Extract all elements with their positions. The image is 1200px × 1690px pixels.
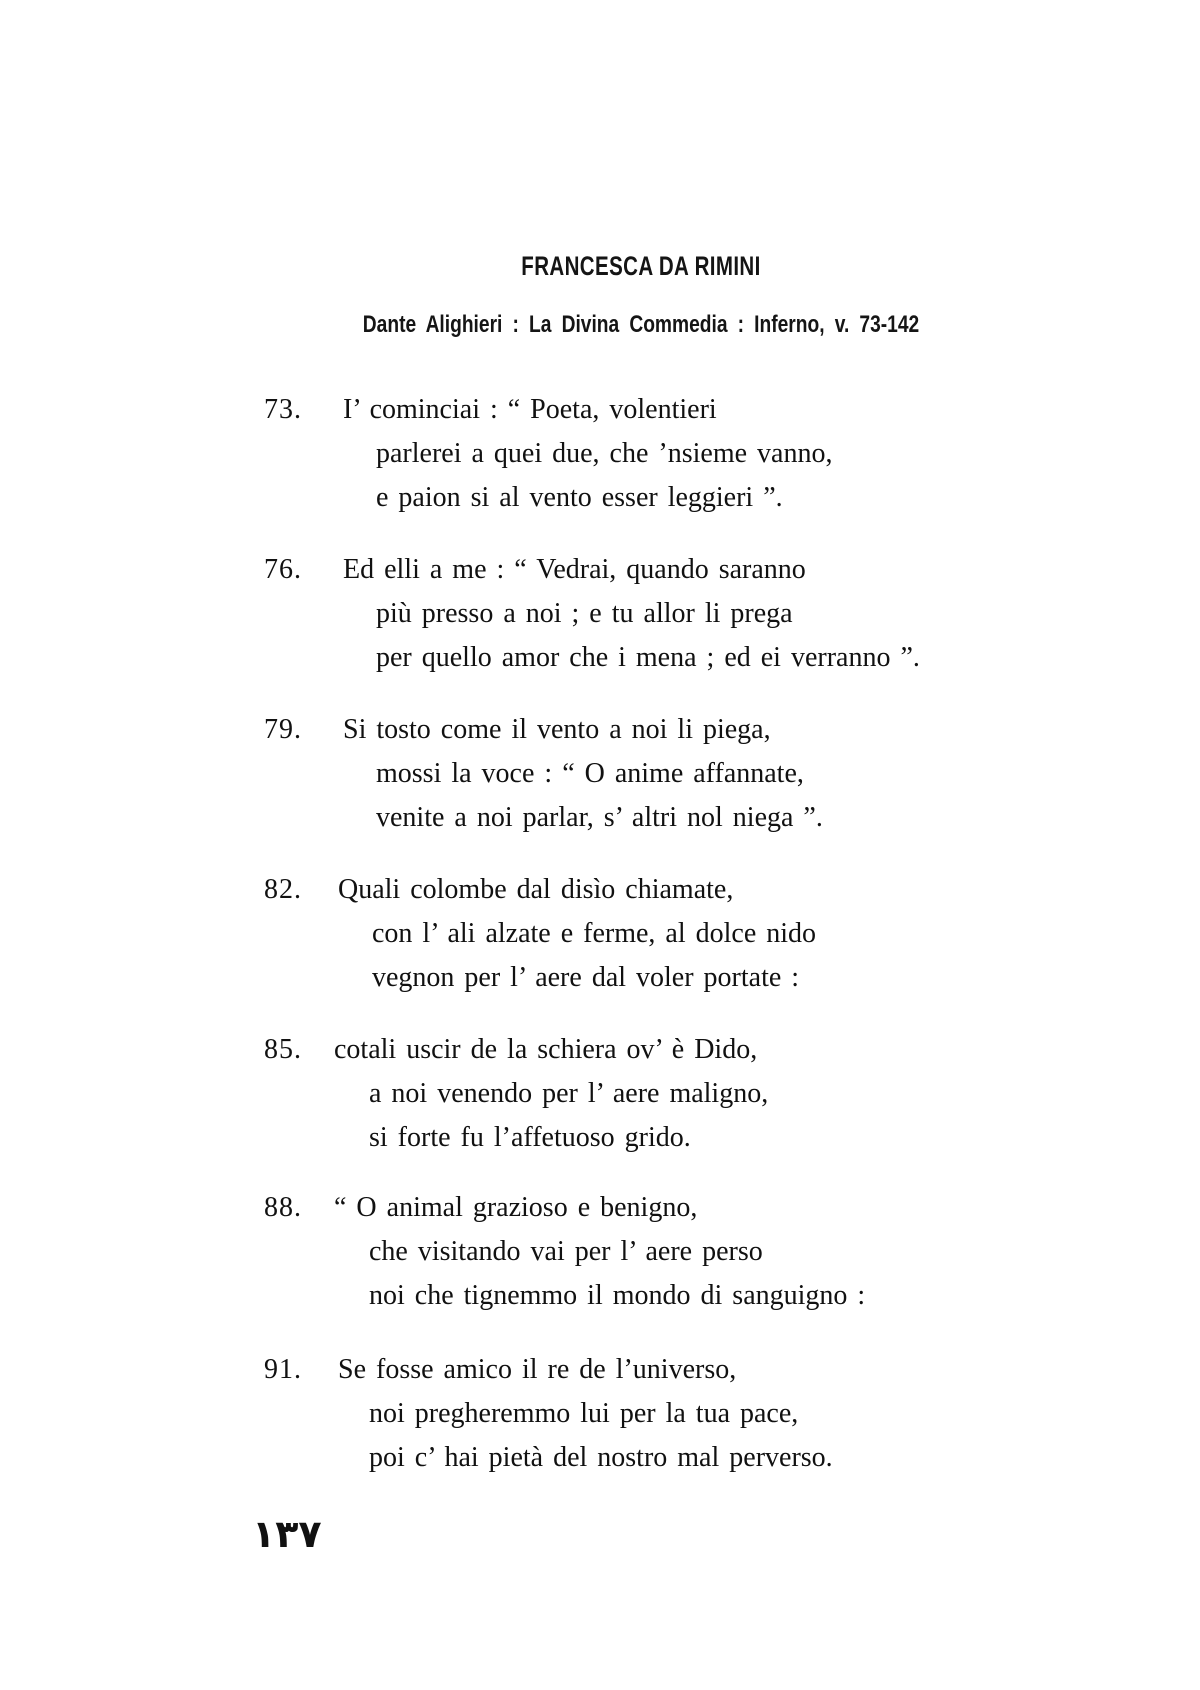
verse-line: cotali uscir de la schiera ov’ è Dido, — [334, 1034, 758, 1065]
verse-line: per quello amor che i mena ; ed ei verranno ”. — [376, 642, 920, 673]
verse-line: Ed elli a me : “ Vedrai, quando saranno — [343, 554, 806, 585]
verse-line: si forte fu l’affetuoso grido. — [369, 1122, 691, 1153]
verse-line: che visitando vai per l’ aere perso — [369, 1236, 763, 1267]
stanza — [0, 1192, 1200, 1316]
title-container — [484, 251, 799, 282]
stanza — [0, 874, 1200, 998]
verse-line: I’ cominciai : “ Poeta, volentieri — [343, 394, 717, 425]
verse-line: con l’ ali alzate e ferme, al dolce nido — [372, 918, 817, 949]
page-number: ١٣٧ — [252, 1512, 322, 1556]
stanza — [0, 554, 1200, 678]
verse-line: a noi venendo per l’ aere maligno, — [369, 1078, 769, 1109]
verse-number: 76. — [264, 554, 302, 585]
verse-line: Si tosto come il vento a noi li piega, — [343, 714, 771, 745]
verse-line: noi che tignemmo il mondo di sanguigno : — [369, 1280, 866, 1311]
verse-line: mossi la voce : “ O anime affannate, — [376, 758, 804, 789]
verse-line: e paion si al vento esser leggieri ”. — [376, 482, 783, 513]
verse-line: poi c’ hai pietà del nostro mal perverso. — [369, 1442, 833, 1473]
verse-line: parlerei a quei due, che ’nsieme vanno, — [376, 438, 833, 469]
verse-line: noi pregheremmo lui per la tua pace, — [369, 1398, 799, 1429]
verse-number: 79. — [264, 714, 302, 745]
verse-number: 73. — [264, 394, 302, 425]
page-subtitle: Dante Alighieri : La Divina Commedia : Inferno, v. 73-142 — [362, 311, 920, 338]
stanza — [0, 714, 1200, 838]
verse-number: 91. — [264, 1354, 302, 1385]
verse-line: venite a noi parlar, s’ altri nol niega ”. — [376, 802, 823, 833]
verse-line: più presso a noi ; e tu allor li prega — [376, 598, 793, 629]
stanza — [0, 1034, 1200, 1158]
verse-line: “ O animal grazioso e benigno, — [334, 1192, 698, 1223]
stanza — [0, 394, 1200, 518]
verse-line: Se fosse amico il re de l’universo, — [338, 1354, 737, 1385]
verse-number: 82. — [264, 874, 302, 905]
verse-line: vegnon per l’ aere dal voler portate : — [372, 962, 800, 993]
stanza — [0, 1354, 1200, 1478]
subtitle-container — [293, 311, 988, 339]
verse-line: Quali colombe dal disìo chiamate, — [338, 874, 734, 905]
verse-number: 88. — [264, 1192, 302, 1223]
page-title: FRANCESCA DA RIMINI — [521, 251, 761, 281]
verse-number: 85. — [264, 1034, 302, 1065]
